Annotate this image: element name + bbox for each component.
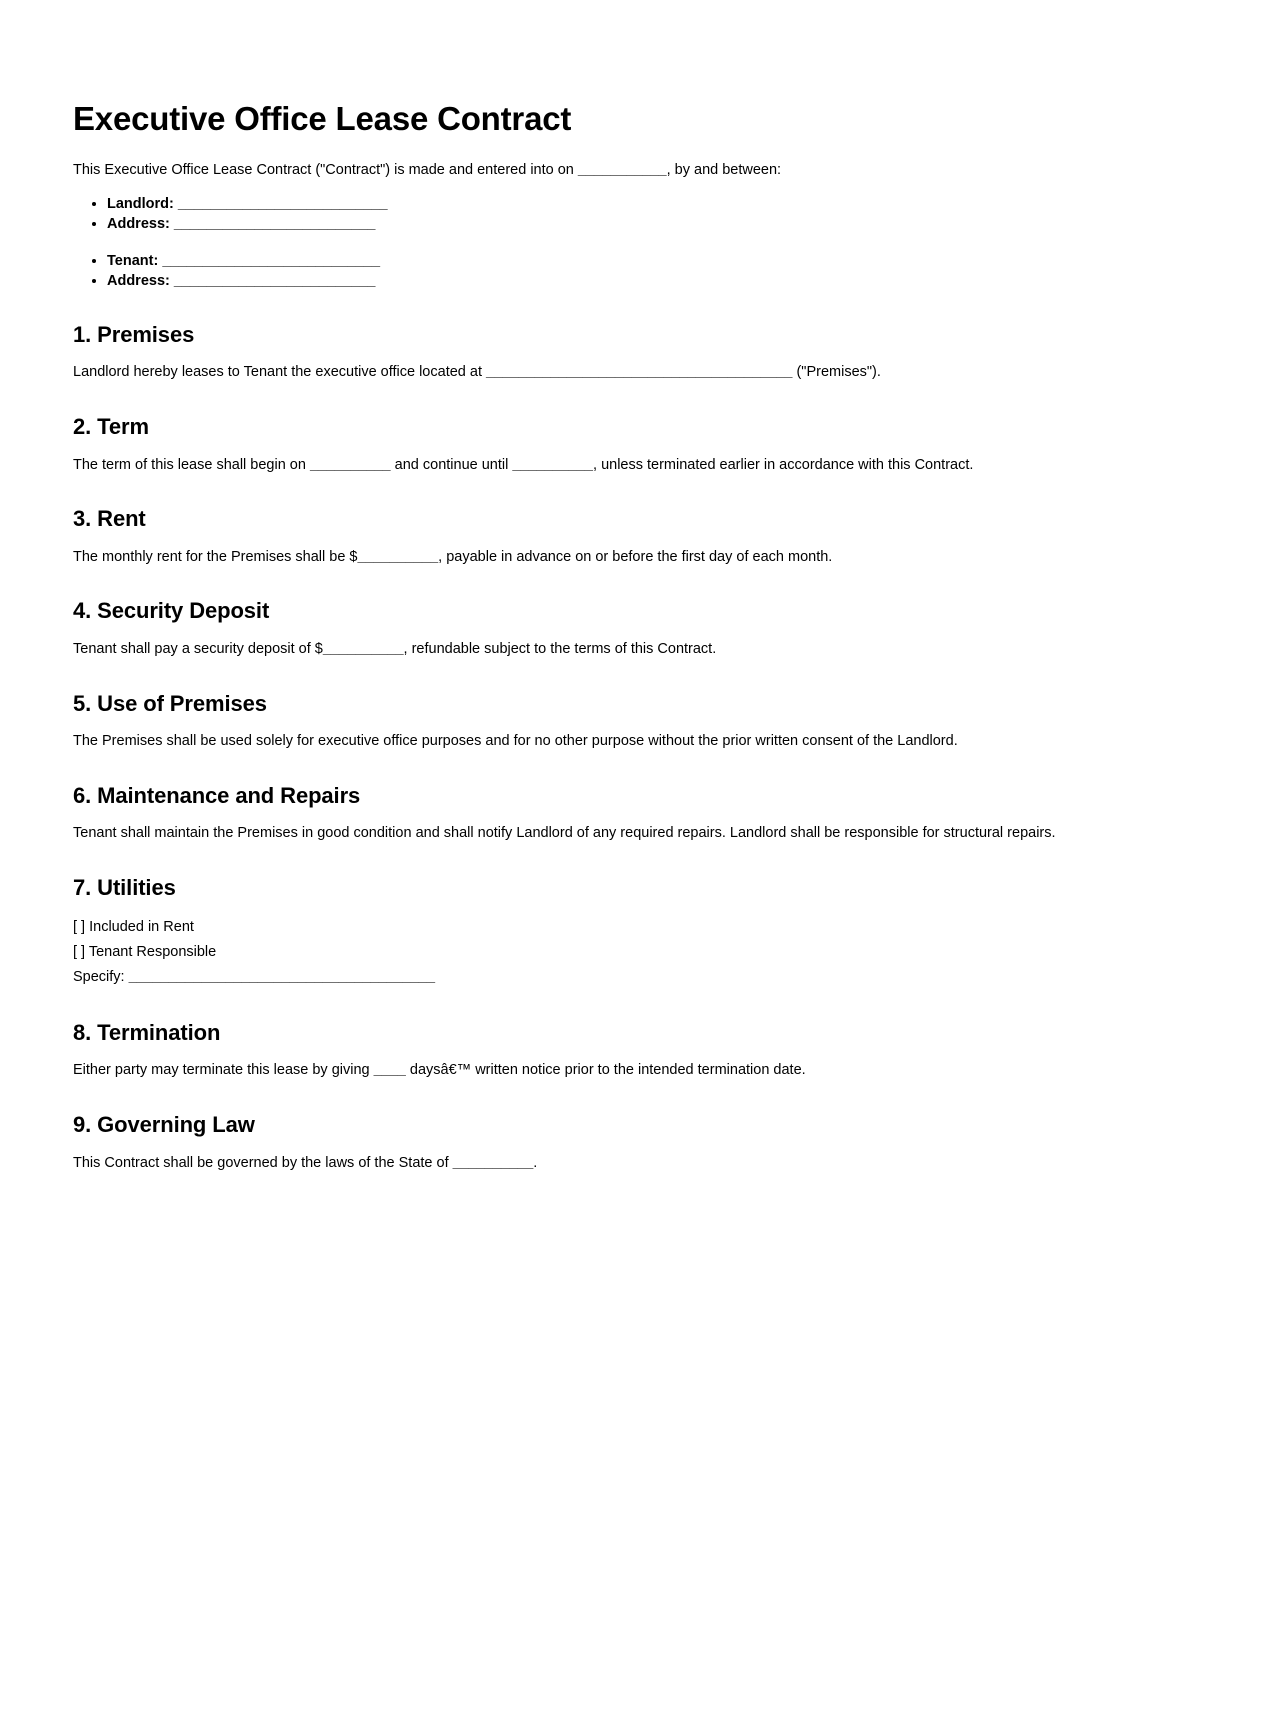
section-blank[interactable]: __________: [512, 456, 594, 473]
utilities-specify-line: [73, 965, 1190, 990]
tenant-blank[interactable]: ___________________________: [162, 252, 381, 269]
section-text: The term of this lease shall begin on: [73, 456, 310, 473]
landlord-address-blank[interactable]: _________________________: [173, 216, 376, 233]
tenant-address-blank[interactable]: _________________________: [173, 273, 376, 290]
numbered-sections: [73, 322, 1190, 845]
section-text: ("Premises").: [792, 364, 881, 381]
governing-law-paragraph: [73, 1153, 1190, 1175]
section-text: , refundable subject to the terms of this Contract.: [403, 640, 717, 657]
section-text: Tenant shall maintain the Premises in good condition and shall notify Landlord of any required repairs. Landlord shall be responsible for structural repairs.: [73, 825, 1056, 842]
section-paragraph: [73, 362, 1190, 384]
section-paragraph: [73, 547, 1190, 569]
intro-text-after: , by and between:: [666, 161, 782, 178]
section-heading-utilities: 7. Utilities: [73, 874, 176, 900]
section-blank[interactable]: ______________________________________: [486, 364, 793, 381]
section-heading: 3. Rent: [73, 506, 146, 532]
tenant-address-label: Address:: [107, 273, 170, 290]
section-text: , unless terminated earlier in accordance with this Contract.: [593, 456, 974, 473]
section-text: The Premises shall be used solely for executive office purposes and for no other purpose without the prior written consent of the Landlord.: [73, 732, 958, 749]
utilities-specify-blank[interactable]: ______________________________________: [128, 969, 436, 986]
section-blank[interactable]: __________: [357, 548, 439, 565]
section-blank[interactable]: __________: [322, 640, 404, 657]
section-paragraph: [73, 639, 1190, 661]
section-blank[interactable]: __________: [309, 456, 391, 473]
governing-law-text-before: This Contract shall be governed by the laws of the State of: [73, 1154, 453, 1171]
section-heading: 2. Term: [73, 414, 149, 440]
intro-date-blank[interactable]: ___________: [577, 161, 667, 178]
landlord-blank[interactable]: __________________________: [177, 195, 388, 212]
landlord-address-label: Address:: [107, 216, 170, 233]
landlord-label: Landlord:: [107, 195, 174, 212]
list-item-landlord-address: [107, 214, 1190, 235]
tenant-party-list: [73, 251, 1190, 292]
termination-text-after: daysâ€™ written notice prior to the intended termination date.: [405, 1062, 806, 1079]
section-text: Tenant shall pay a security deposit of $: [73, 640, 323, 657]
tenant-label: Tenant:: [107, 252, 159, 269]
intro-text-before: This Executive Office Lease Contract ("Contract") is made and entered into on: [73, 161, 578, 178]
termination-days-blank[interactable]: ____: [373, 1062, 406, 1079]
section-heading: 1. Premises: [73, 322, 195, 347]
section-heading: 6. Maintenance and Repairs: [73, 782, 361, 808]
section-paragraph: [73, 731, 1190, 753]
termination-paragraph: [73, 1060, 1190, 1082]
section-heading: 5. Use of Premises: [73, 690, 267, 716]
governing-law-text-after: .: [533, 1154, 538, 1171]
section-text: Landlord hereby leases to Tenant the executive office located at: [73, 364, 486, 381]
utilities-option-tenant[interactable]: [ ] Tenant Responsible: [73, 944, 217, 961]
section-text: and continue until: [390, 456, 513, 473]
landlord-party-list: [73, 194, 1190, 235]
utilities-option-included[interactable]: [ ] Included in Rent: [73, 919, 194, 936]
section-text: The monthly rent for the Premises shall be $: [73, 548, 358, 565]
section-heading-termination: 8. Termination: [73, 1020, 221, 1046]
termination-text-before: Either party may terminate this lease by giving: [73, 1062, 374, 1079]
list-item-tenant: [107, 251, 1190, 272]
section-heading-governing-law: 9. Governing Law: [73, 1112, 255, 1138]
governing-law-state-blank[interactable]: __________: [452, 1154, 534, 1171]
section-heading: 4. Security Deposit: [73, 598, 270, 624]
intro-paragraph: [73, 160, 1190, 182]
page-title: Executive Office Lease Contract: [73, 100, 572, 137]
section-paragraph: [73, 823, 1190, 845]
section-text: , payable in advance on or before the first day of each month.: [438, 548, 833, 565]
section-paragraph: [73, 455, 1190, 477]
list-item-tenant-address: [107, 271, 1190, 292]
list-item-landlord: [107, 194, 1190, 215]
utilities-specify-label: Specify:: [73, 969, 129, 986]
